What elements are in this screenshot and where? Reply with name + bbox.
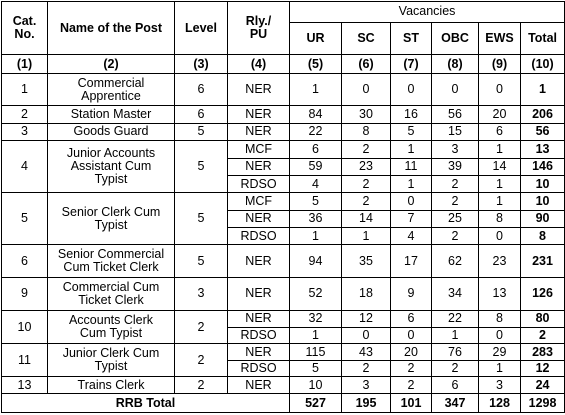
vacancy-sc: 2 <box>342 193 391 210</box>
table-row <box>2 106 565 123</box>
railway-unit: NER <box>228 310 290 327</box>
vacancy-obc: 2 <box>432 360 479 376</box>
vacancy-sc: 35 <box>342 245 391 278</box>
vacancy-sc: 0 <box>342 328 391 344</box>
vacancy-st: 9 <box>391 278 432 311</box>
table-row <box>2 245 565 278</box>
post-name: Commercial Apprentice <box>48 73 175 106</box>
total-sc: 195 <box>342 394 391 413</box>
vacancy-ur: 1 <box>290 73 342 106</box>
vacancy-obc: 3 <box>432 141 479 158</box>
vacancy-ews: 14 <box>479 158 521 175</box>
pay-level: 2 <box>175 310 228 344</box>
pay-level: 5 <box>175 245 228 278</box>
railway-unit: RDSO <box>228 175 290 192</box>
vacancy-ur: 94 <box>290 245 342 278</box>
table-row <box>2 278 565 311</box>
railway-unit: NER <box>228 245 290 278</box>
vacancy-sc: 43 <box>342 344 391 360</box>
category-number: 13 <box>2 376 48 393</box>
total-obc: 347 <box>432 394 479 413</box>
vacancy-total: 24 <box>521 376 565 393</box>
post-name: Goods Guard <box>48 123 175 140</box>
vacancy-sc: 2 <box>342 175 391 192</box>
vacancy-sc: 18 <box>342 278 391 311</box>
vacancy-ews: 1 <box>479 193 521 210</box>
vacancy-total: 10 <box>521 193 565 210</box>
railway-unit: NER <box>228 158 290 175</box>
category-number: 6 <box>2 245 48 278</box>
pay-level: 5 <box>175 193 228 245</box>
vacancy-obc: 6 <box>432 376 479 393</box>
col-number: (1) <box>2 55 48 73</box>
vacancy-obc: 15 <box>432 123 479 140</box>
vacancy-ews: 13 <box>479 278 521 311</box>
table-row <box>2 344 565 360</box>
railway-unit: NER <box>228 73 290 106</box>
vacancy-ews: 29 <box>479 344 521 360</box>
vacancy-st: 0 <box>391 328 432 344</box>
vacancy-st: 2 <box>391 360 432 376</box>
table-row <box>2 123 565 140</box>
vacancy-sc: 0 <box>342 73 391 106</box>
header-ur: UR <box>290 22 342 55</box>
post-name: Senior Commercial Cum Ticket Clerk <box>48 245 175 278</box>
vacancy-st: 1 <box>391 175 432 192</box>
vacancy-obc: 25 <box>432 210 479 227</box>
category-number: 5 <box>2 193 48 245</box>
pay-level: 6 <box>175 73 228 106</box>
total-ur: 527 <box>290 394 342 413</box>
pay-level: 2 <box>175 344 228 377</box>
vacancy-ur: 10 <box>290 376 342 393</box>
vacancy-ur: 1 <box>290 328 342 344</box>
vacancy-obc: 56 <box>432 106 479 123</box>
header-total: Total <box>521 22 565 55</box>
vacancy-total: 13 <box>521 141 565 158</box>
vacancy-ews: 20 <box>479 106 521 123</box>
post-name: Trains Clerk <box>48 376 175 393</box>
total-st: 101 <box>391 394 432 413</box>
vacancy-sc: 14 <box>342 210 391 227</box>
railway-unit: NER <box>228 106 290 123</box>
railway-unit: NER <box>228 123 290 140</box>
vacancy-obc: 2 <box>432 228 479 245</box>
vacancy-obc: 76 <box>432 344 479 360</box>
vacancy-ur: 5 <box>290 360 342 376</box>
railway-unit: RDSO <box>228 228 290 245</box>
col-number: (9) <box>479 55 521 73</box>
col-number: (4) <box>228 55 290 73</box>
total-row <box>2 394 565 413</box>
vacancy-ur: 115 <box>290 344 342 360</box>
vacancy-ur: 6 <box>290 141 342 158</box>
vacancy-ur: 5 <box>290 193 342 210</box>
vacancy-sc: 8 <box>342 123 391 140</box>
pay-level: 3 <box>175 278 228 311</box>
post-name: Junior Clerk Cum Typist <box>48 344 175 377</box>
vacancy-ur: 59 <box>290 158 342 175</box>
vacancy-total: 12 <box>521 360 565 376</box>
column-number-row <box>2 55 565 73</box>
header-obc: OBC <box>432 22 479 55</box>
vacancy-ur: 4 <box>290 175 342 192</box>
header-post-name: Name of the Post <box>48 2 175 55</box>
vacancy-st: 17 <box>391 245 432 278</box>
vacancy-ur: 84 <box>290 106 342 123</box>
vacancy-sc: 23 <box>342 158 391 175</box>
vacancy-total: 126 <box>521 278 565 311</box>
vacancy-ews: 8 <box>479 310 521 327</box>
header-ews: EWS <box>479 22 521 55</box>
total-label: RRB Total <box>2 394 290 413</box>
category-number: 2 <box>2 106 48 123</box>
vacancy-st: 2 <box>391 376 432 393</box>
vacancy-total: 206 <box>521 106 565 123</box>
table-row <box>2 193 565 210</box>
vacancy-obc: 22 <box>432 310 479 327</box>
table-row <box>2 73 565 106</box>
vacancy-ews: 3 <box>479 376 521 393</box>
vacancy-obc: 1 <box>432 328 479 344</box>
vacancy-ews: 1 <box>479 141 521 158</box>
col-number: (5) <box>290 55 342 73</box>
vacancy-st: 11 <box>391 158 432 175</box>
vacancy-total: 56 <box>521 123 565 140</box>
vacancy-total: 2 <box>521 328 565 344</box>
table-row <box>2 310 565 327</box>
col-number: (10) <box>521 55 565 73</box>
post-name: Junior Accounts Assistant Cum Typist <box>48 141 175 193</box>
vacancy-ews: 6 <box>479 123 521 140</box>
vacancy-ur: 22 <box>290 123 342 140</box>
vacancy-total: 8 <box>521 228 565 245</box>
vacancy-sc: 3 <box>342 376 391 393</box>
vacancy-st: 0 <box>391 193 432 210</box>
vacancy-obc: 0 <box>432 73 479 106</box>
railway-unit: RDSO <box>228 360 290 376</box>
col-number: (7) <box>391 55 432 73</box>
table-row <box>2 376 565 393</box>
vacancy-obc: 39 <box>432 158 479 175</box>
header-cat-no: Cat. No. <box>2 2 48 55</box>
vacancy-sc: 1 <box>342 228 391 245</box>
vacancy-sc: 30 <box>342 106 391 123</box>
vacancy-obc: 62 <box>432 245 479 278</box>
vacancy-total: 283 <box>521 344 565 360</box>
pay-level: 2 <box>175 376 228 393</box>
category-number: 4 <box>2 141 48 193</box>
category-number: 11 <box>2 344 48 377</box>
railway-unit: MCF <box>228 141 290 158</box>
vacancy-ews: 1 <box>479 360 521 376</box>
vacancy-st: 7 <box>391 210 432 227</box>
vacancy-total: 231 <box>521 245 565 278</box>
vacancy-ur: 1 <box>290 228 342 245</box>
railway-unit: NER <box>228 210 290 227</box>
pay-level: 6 <box>175 106 228 123</box>
vacancy-st: 16 <box>391 106 432 123</box>
vacancy-st: 0 <box>391 73 432 106</box>
vacancy-total: 80 <box>521 310 565 327</box>
vacancy-st: 1 <box>391 141 432 158</box>
vacancy-sc: 2 <box>342 141 391 158</box>
post-name: Station Master <box>48 106 175 123</box>
vacancy-ews: 23 <box>479 245 521 278</box>
header-sc: SC <box>342 22 391 55</box>
vacancy-total: 1 <box>521 73 565 106</box>
vacancy-table <box>1 1 565 413</box>
vacancy-st: 5 <box>391 123 432 140</box>
vacancy-sc: 2 <box>342 360 391 376</box>
vacancy-ews: 8 <box>479 210 521 227</box>
vacancy-ews: 0 <box>479 73 521 106</box>
vacancy-ews: 1 <box>479 175 521 192</box>
vacancy-total: 146 <box>521 158 565 175</box>
vacancy-ur: 36 <box>290 210 342 227</box>
vacancy-sc: 12 <box>342 310 391 327</box>
vacancy-st: 4 <box>391 228 432 245</box>
col-number: (3) <box>175 55 228 73</box>
header-st: ST <box>391 22 432 55</box>
railway-unit: NER <box>228 278 290 311</box>
post-name: Accounts Clerk Cum Typist <box>48 310 175 344</box>
total-ews: 128 <box>479 394 521 413</box>
vacancy-st: 20 <box>391 344 432 360</box>
header-level: Level <box>175 2 228 55</box>
vacancy-total: 10 <box>521 175 565 192</box>
post-name: Commercial Cum Ticket Clerk <box>48 278 175 311</box>
railway-unit: NER <box>228 376 290 393</box>
header-vacancies: Vacancies <box>290 2 565 23</box>
category-number: 9 <box>2 278 48 311</box>
category-number: 10 <box>2 310 48 344</box>
vacancy-ur: 52 <box>290 278 342 311</box>
railway-unit: NER <box>228 344 290 360</box>
col-number: (2) <box>48 55 175 73</box>
category-number: 1 <box>2 73 48 106</box>
vacancy-ews: 0 <box>479 328 521 344</box>
header-railway-pu: Rly./ PU <box>228 2 290 55</box>
vacancy-obc: 2 <box>432 175 479 192</box>
col-number: (8) <box>432 55 479 73</box>
post-name: Senior Clerk Cum Typist <box>48 193 175 245</box>
pay-level: 5 <box>175 123 228 140</box>
vacancy-obc: 34 <box>432 278 479 311</box>
vacancy-st: 6 <box>391 310 432 327</box>
railway-unit: MCF <box>228 193 290 210</box>
vacancy-ur: 32 <box>290 310 342 327</box>
total-total: 1298 <box>521 394 565 413</box>
vacancy-total: 90 <box>521 210 565 227</box>
col-number: (6) <box>342 55 391 73</box>
table-row <box>2 141 565 158</box>
vacancy-obc: 2 <box>432 193 479 210</box>
railway-unit: RDSO <box>228 328 290 344</box>
category-number: 3 <box>2 123 48 140</box>
vacancy-ews: 0 <box>479 228 521 245</box>
pay-level: 5 <box>175 141 228 193</box>
